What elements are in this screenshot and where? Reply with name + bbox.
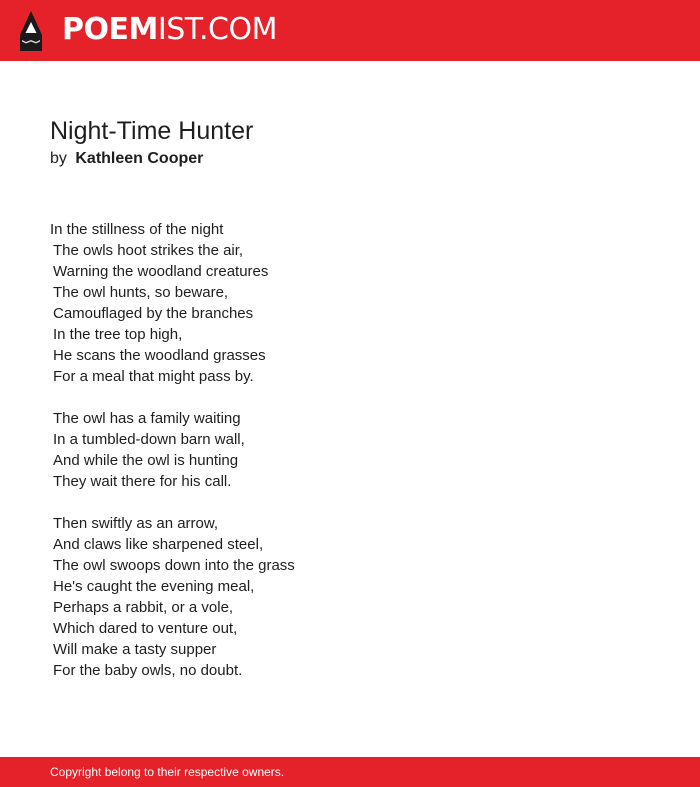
stanza xyxy=(50,408,650,492)
poem-line: Camouflaged by the branches xyxy=(53,305,254,322)
site-logo[interactable] xyxy=(62,12,277,48)
logo-bold-text: POEM xyxy=(62,12,158,47)
poem-body xyxy=(50,219,650,702)
poem-line: He's caught the evening meal, xyxy=(53,578,255,595)
poem-line: The owl hunts, so beware, xyxy=(53,284,229,301)
stanza xyxy=(50,513,650,681)
poem-line: And claws like sharpened steel, xyxy=(53,536,264,553)
poem-line: Warning the woodland creatures xyxy=(53,263,269,280)
poem-title: Night-Time Hunter xyxy=(50,117,254,145)
byline xyxy=(50,149,203,169)
poem-line: Perhaps a rabbit, or a vole, xyxy=(53,599,234,616)
poem-line: They wait there for his call. xyxy=(53,473,232,490)
poem-line: He scans the woodland grasses xyxy=(53,347,266,364)
poem-line: Will make a tasty supper xyxy=(53,641,217,658)
site-header xyxy=(0,0,700,61)
stanza xyxy=(50,219,650,387)
poem-line: For the baby owls, no doubt. xyxy=(53,662,243,679)
poem-line: The owls hoot strikes the air, xyxy=(53,242,244,259)
copyright-notice: Copyright belong to their respective owners. xyxy=(50,765,285,779)
poem-line: In a tumbled-down barn wall, xyxy=(53,431,245,448)
poem-line: Which dared to venture out, xyxy=(53,620,238,637)
author-name: Kathleen Cooper xyxy=(75,150,204,167)
by-label: by xyxy=(50,150,67,167)
poem-line: Then swiftly as an arrow, xyxy=(53,515,219,532)
logo-light-text: IST.COM xyxy=(157,12,277,47)
poem-line: In the tree top high, xyxy=(53,326,183,343)
site-footer xyxy=(0,757,700,787)
poem-line: In the stillness of the night xyxy=(50,221,224,238)
poem-line: And while the owl is hunting xyxy=(53,452,239,469)
poem-line: The owl swoops down into the grass xyxy=(53,557,295,574)
poem-line: For a meal that might pass by. xyxy=(53,368,254,385)
pencil-tip-icon[interactable] xyxy=(18,11,44,51)
poem-line: The owl has a family waiting xyxy=(53,410,241,427)
